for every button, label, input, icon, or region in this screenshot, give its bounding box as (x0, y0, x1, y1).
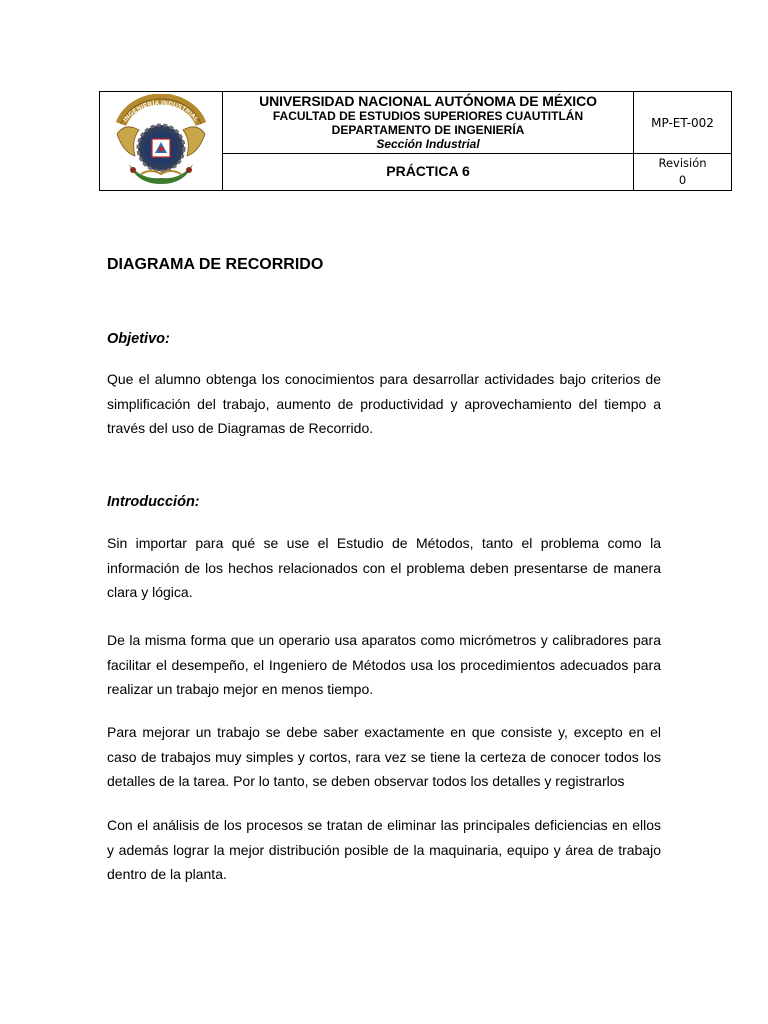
logo-cell (100, 92, 223, 191)
document-code-cell (634, 92, 732, 154)
university-seal-logo (111, 94, 211, 188)
section-name: Sección Industrial (376, 136, 480, 151)
revision-value: 0 (678, 173, 687, 187)
revision-cell (634, 154, 732, 191)
header-table (99, 91, 732, 191)
introduction-heading: Introducción: (107, 494, 200, 510)
document-code: MP-ET-002 (651, 115, 714, 130)
logo-text: INGENIERÍA INDUSTRIAL (122, 99, 200, 124)
practice-cell (223, 154, 634, 191)
document-title: DIAGRAMA DE RECORRIDO (107, 256, 324, 273)
introduction-paragraph-3: Para mejorar un trabajo se debe saber exactamente en que consiste y, excepto en el caso de trabajos muy simples y cortos, rara vez se tiene la certeza de conocer todos los detalles de la tarea. Por lo tanto, se deben observar todos los detalles y registrarlos (107, 724, 661, 790)
revision-label: Revisión (658, 156, 707, 170)
introduction-paragraph-1: Sin importar para qué se use el Estudio de Métodos, tanto el problema como la información de los hechos relacionados con el problema deben presentarse de manera clara y lógica. (107, 535, 661, 601)
university-name: UNIVERSIDAD NACIONAL AUTÓNOMA DE MÉXICO (259, 92, 597, 109)
faculty-name: FACULTAD DE ESTUDIOS SUPERIORES CUAUTITLÁN (272, 108, 584, 123)
objective-paragraph: Que el alumno obtenga los conocimientos para desarrollar actividades bajo criterios de simplificación del trabajo, aumento de productividad y aprovechamiento del tiempo a través del uso de Diagramas de Recorrido. (107, 371, 661, 437)
introduction-paragraph-2: De la misma forma que un operario usa aparatos como micrómetros y calibradores para facilitar el desempeño, el Ingeniero de Métodos usa los procedimientos adecuados para realizar un trabajo mejor en menos tiempo. (107, 632, 661, 698)
objective-heading: Objetivo: (107, 331, 170, 347)
institution-cell (223, 92, 634, 154)
department-name: DEPARTAMENTO DE INGENIERÍA (331, 122, 525, 137)
practice-number: PRÁCTICA 6 (386, 163, 470, 179)
introduction-paragraph-4: Con el análisis de los procesos se tratan de eliminar las principales deficiencias en ellos y además lograr la mejor distribución posible de la maquinaria, equipo y área de trabajo dentro de la planta. (107, 817, 661, 883)
